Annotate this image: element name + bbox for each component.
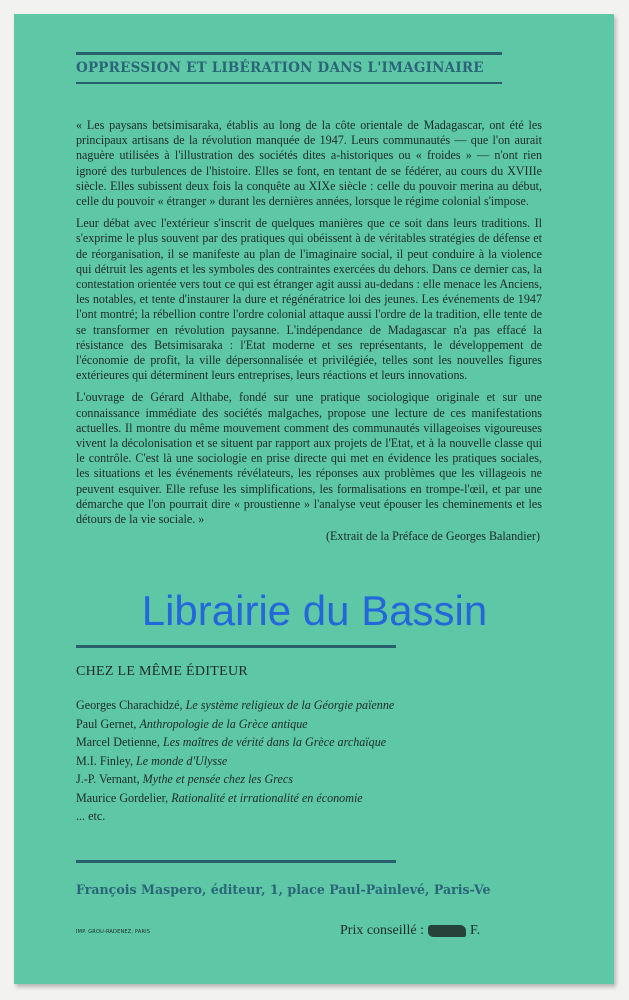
book-title: Les maîtres de vérité dans la Grèce archaïque bbox=[162, 735, 387, 749]
printer-credit: IMP. GROU-RADENEZ, PARIS bbox=[76, 929, 151, 935]
book-title: Le système religieux de la Géorgie païenne bbox=[185, 698, 395, 712]
footer-divider bbox=[76, 860, 396, 863]
list-item bbox=[76, 715, 546, 734]
book-author: J.-P. Vernant, bbox=[76, 772, 140, 786]
list-item bbox=[76, 733, 546, 752]
heading-underline bbox=[76, 82, 502, 84]
book-title: Mythe et pensée chez les Grecs bbox=[142, 772, 293, 786]
list-item bbox=[76, 696, 546, 715]
list-item bbox=[76, 770, 546, 789]
book-list bbox=[76, 696, 546, 826]
book-author: Marcel Detienne, bbox=[76, 735, 160, 749]
price-line bbox=[340, 923, 480, 939]
book-author: Paul Gernet, bbox=[76, 716, 137, 731]
list-etc: ... etc. bbox=[76, 809, 106, 823]
book-author: M.I. Finley, bbox=[76, 753, 133, 768]
book-title: Anthropologie de la Grèce antique bbox=[139, 716, 308, 731]
cover-heading: OPPRESSION ET LIBÉRATION DANS L'IMAGINAIRE bbox=[76, 60, 484, 76]
book-author: Georges Charachidzé, bbox=[76, 698, 183, 712]
section-heading: CHEZ LE MÊME ÉDITEUR bbox=[76, 664, 249, 679]
list-item bbox=[76, 789, 546, 808]
section-divider bbox=[76, 645, 396, 648]
list-item bbox=[76, 752, 546, 771]
crossed-out-price bbox=[428, 925, 466, 937]
price-label: Prix conseillé : bbox=[340, 923, 424, 938]
preface-source: (Extrait de la Préface de Georges Balandier) bbox=[325, 529, 540, 544]
watermark-text: Librairie du Bassin bbox=[141, 587, 488, 634]
blurb-text bbox=[76, 118, 542, 544]
publisher-address: François Maspero, éditeur, 1, place Paul-Painlevé, Paris-Ve bbox=[76, 882, 491, 897]
price-unit: F. bbox=[470, 923, 481, 938]
blurb-paragraph: Leur débat avec l'extérieur s'inscrit de quelques manières que ce soit dans leurs traditions. Il s'exprime le plus souvent par des pratiques qui obéissent à de véritables stratégies de défense et de réorganisation, il se manifeste au plan de l'imaginaire social, il peut conduire à la violence qui détruit les agents et les symboles des contraintes exercées du dehors. Dans ce dernier cas, la contestation orientée vers tout ce qui est étranger agit aussi au-dedans : elle menace les Anciens, les notables, et tente d'instaurer la dure et régénératrice loi des jeunes. Les événements de 1947 l'ont montré; la rébellion contre l'ordre colonial attaque aussi l'ordre de la tradition, elle tente de se transformer en révolution paysanne. L'indépendance de Madagascar n'a pas effacé la résistance des Betsimisaraka : l'Etat moderne et ses représentants, le développement de l'économie de profit, la ville dépersonnalisée et privilégiée, telles sont les nouvelles figures extérieures qui déterminent leurs entreprises, leurs réactions et leurs innovations. bbox=[76, 216, 542, 383]
book-title: Le monde d'Ulysse bbox=[136, 753, 228, 768]
book-title: Rationalité et irrationalité en économie bbox=[171, 790, 363, 805]
book-author: Maurice Gordelier, bbox=[76, 790, 169, 805]
blurb-paragraph: « Les paysans betsimisaraka, établis au long de la côte orientale de Madagascar, ont été les principaux artisans de la révolution manquée de 1947. Leurs communautés — que l'on aurait naguère utilisées à l'illustration des sociétés dites a-historiques ou « froides » — n'ont rien ignoré des turbulences de l'histoire. Elles se font, en tentant de se fédérer, au cours du XVIIIe siècle. Elles subissent deux fois la conquête au XIXe siècle : celle du pouvoir merina au début, celle du pouvoir « étranger » durant les dernières années, lorsque le régime colonial s'impose. bbox=[76, 118, 542, 209]
top-rule bbox=[76, 52, 502, 55]
blurb-paragraph: L'ouvrage de Gérard Althabe, fondé sur une pratique sociologique originale et sur une connaissance immédiate des sociétés malgaches, propose une lecture de ces manifestations actuelles. Il montre du même mouvement comment des communautés villageoises vigoureuses vivent la décolonisation et se situent par rapport aux projets de l'Etat, et à la nouvelle classe qui le contrôle. C'est là une sociologie en prise directe qui met en évidence les pratiques sociales, les situations et les événements révélateurs, les réponses aux problèmes que les villageois ne peuvent esquiver. Elle refuse les simplifications, les formalisations en trompe-l'œil, et par une démarche que l'on pourrait dire « proustienne » l'analyse veut épouser les cheminements et les détours de la vie sociale. » bbox=[76, 390, 542, 527]
